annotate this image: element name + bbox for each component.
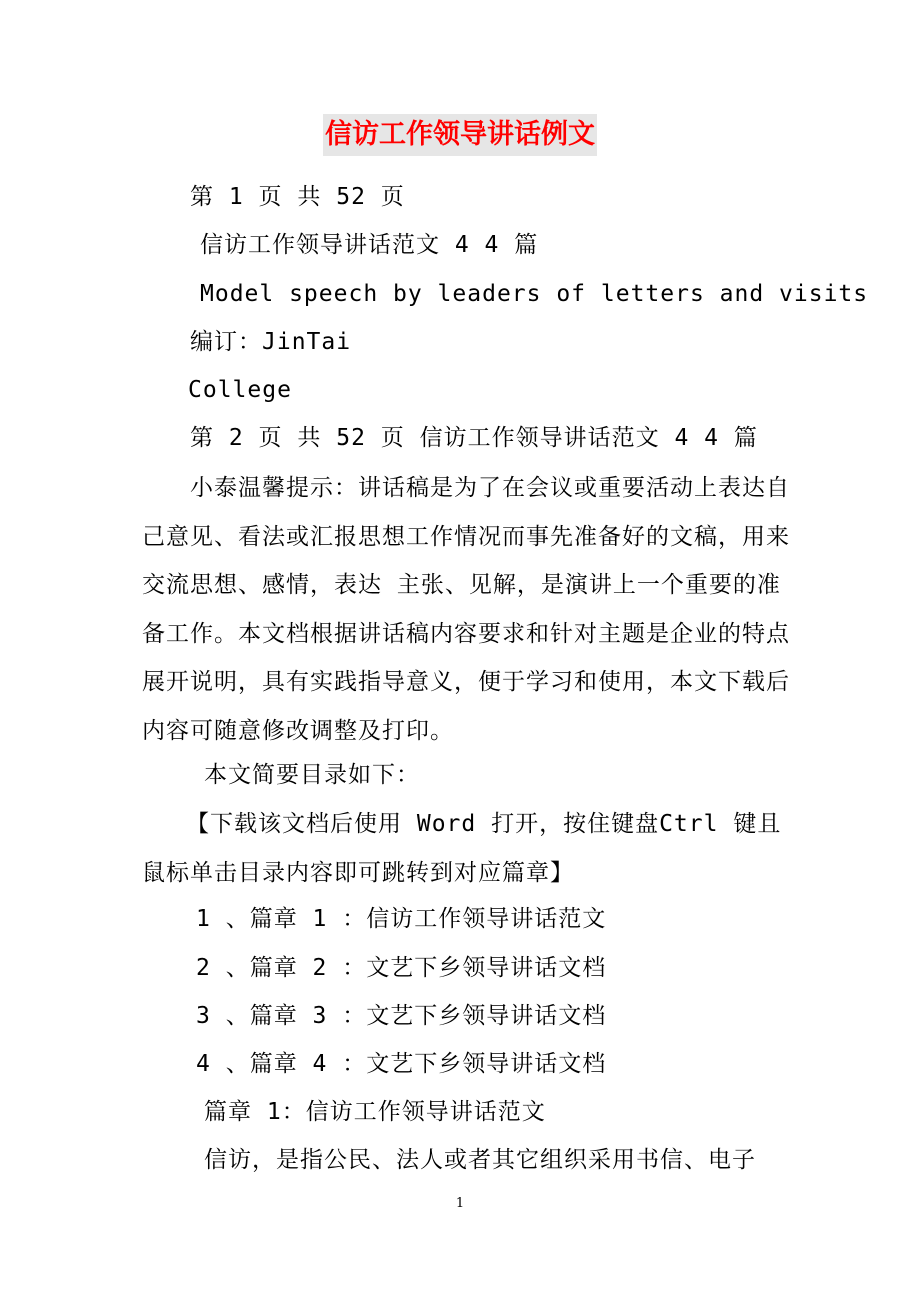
toc-instruction: 【下载该文档后使用 Word 打开，按住键盘Ctrl 键且鼠标单击目录内容即可跳转到对应篇章】 [142,811,782,886]
subtitle-chinese: 信访工作领导讲话范文 4 4 篇 [200,232,539,258]
toc-link-chapter-4[interactable]: 4 、篇章 4 ：文艺下乡领导讲话文档 [196,1051,607,1077]
intro-paragraph: 小泰温馨提示：讲话稿是为了在会议或重要活动上表达自己意见、看法或汇报思想工作情况而事先准备好的文稿，用来交流思想、感情，表达 主张、见解，是演讲上一个重要的准备工作。本文档根据讲话稿内容要求和针对主题是企业的特点展开说明，具有实践指导意义，便于学习和使用，本文下载后内容可随意修改调整及打印。 [142,475,790,744]
edited-by-line: 编订：JinTai [190,329,352,355]
title-container [0,114,920,156]
document-title: 信访工作领导讲话例文 [323,114,597,156]
page-number: 1 [455,1196,465,1211]
toc-link-chapter-3[interactable]: 3 、篇章 3 ：文艺下乡领导讲话文档 [196,1003,607,1029]
page-2-header-line: 第 2 页 共 52 页 信访工作领导讲话范文 4 4 篇 [190,425,758,451]
body-paragraph-start: 信访，是指公民、法人或者其它组织采用书信、电子 [204,1147,756,1173]
toc-link-chapter-2[interactable]: 2 、篇章 2 ：文艺下乡领导讲话文档 [196,955,607,981]
subtitle-english: Model speech by leaders of letters and visits [200,281,869,307]
college-line: College [188,377,292,403]
toc-heading: 本文简要目录如下： [204,762,420,788]
chapter-heading: 篇章 1：信访工作领导讲话范文 [204,1099,546,1125]
toc-link-chapter-1[interactable]: 1 、篇章 1 ：信访工作领导讲话范文 [196,906,607,932]
page-count-line: 第 1 页 共 52 页 [190,184,405,210]
